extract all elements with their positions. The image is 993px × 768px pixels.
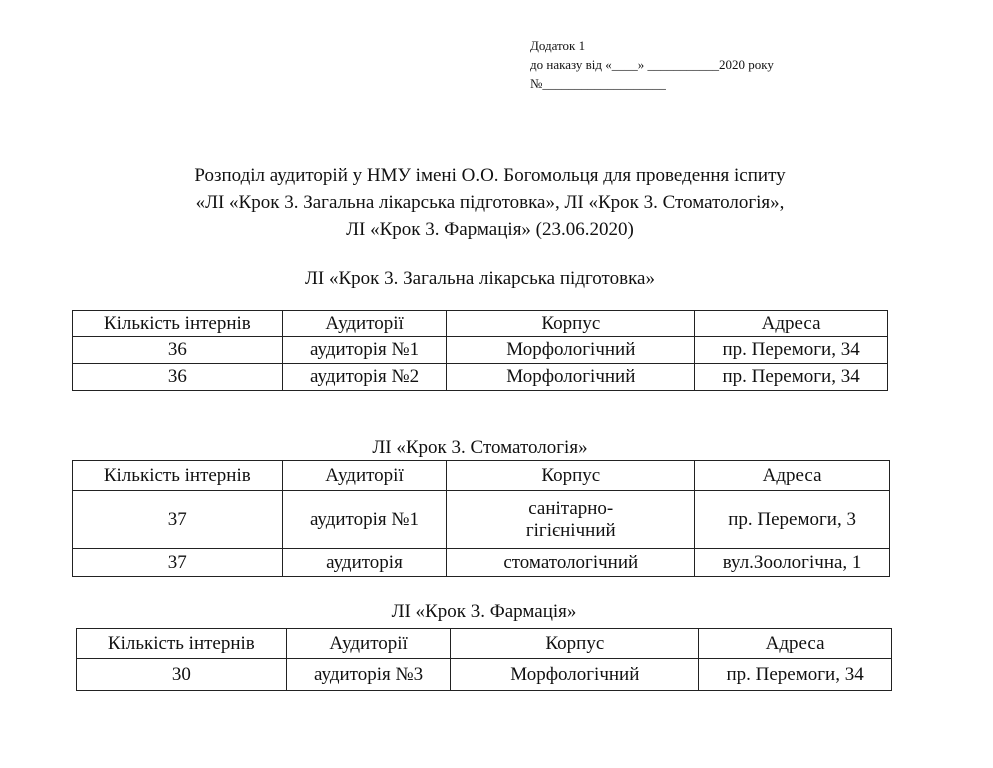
header-cell-address: Адреса xyxy=(699,629,892,659)
section-title-general: ЛІ «Крок 3. Загальна лікарська підготовка» xyxy=(305,268,655,289)
header-cell-building: Корпус xyxy=(447,311,695,337)
cell-address: пр. Перемоги, 34 xyxy=(699,659,892,691)
cell-room: аудиторія №1 xyxy=(282,491,447,549)
cell-count: 30 xyxy=(77,659,287,691)
appendix-line-1: Додаток 1 xyxy=(530,38,586,53)
header-cell-count: Кількість інтернів xyxy=(73,461,283,491)
cell-address: пр. Перемоги, 34 xyxy=(695,337,888,364)
cell-count: 36 xyxy=(73,364,283,391)
table-row xyxy=(73,549,890,577)
document-title xyxy=(60,162,920,243)
header-cell-count: Кількість інтернів xyxy=(77,629,287,659)
header-cell-room: Аудиторії xyxy=(286,629,451,659)
header-cell-address: Адреса xyxy=(695,461,890,491)
table-row xyxy=(77,659,892,691)
cell-address: вул.Зоологічна, 1 xyxy=(695,549,890,577)
cell-building: Морфологічний xyxy=(451,659,699,691)
header-cell-room: Аудиторії xyxy=(282,461,447,491)
cell-building: стоматологічний xyxy=(447,549,695,577)
header-cell-room: Аудиторії xyxy=(282,311,447,337)
table-row xyxy=(73,337,888,364)
appendix-block xyxy=(530,36,774,93)
cell-room: аудиторія №2 xyxy=(282,364,447,391)
cell-count: 36 xyxy=(73,337,283,364)
table-header-row xyxy=(73,311,888,337)
cell-address: пр. Перемоги, 34 xyxy=(695,364,888,391)
cell-count: 37 xyxy=(73,491,283,549)
section-title-dentistry: ЛІ «Крок 3. Стоматологія» xyxy=(372,437,588,458)
cell-count: 37 xyxy=(73,549,283,577)
header-cell-building: Корпус xyxy=(447,461,695,491)
table-dentistry xyxy=(72,460,890,577)
header-cell-count: Кількість інтернів xyxy=(73,311,283,337)
cell-address: пр. Перемоги, 3 xyxy=(695,491,890,549)
appendix-line-2: до наказу від «____» ___________2020 року xyxy=(530,57,774,72)
section-title-pharmacy: ЛІ «Крок 3. Фармація» xyxy=(391,601,577,622)
cell-building: санітарно-гігієнічний xyxy=(447,491,695,549)
cell-building: Морфологічний xyxy=(447,364,695,391)
table-row xyxy=(73,491,890,549)
header-cell-building: Корпус xyxy=(451,629,699,659)
table-header-row xyxy=(77,629,892,659)
table-general xyxy=(72,310,888,391)
cell-room: аудиторія №3 xyxy=(286,659,451,691)
cell-building: Морфологічний xyxy=(447,337,695,364)
table-row xyxy=(73,364,888,391)
appendix-line-3: №___________________ xyxy=(530,76,666,91)
title-line-2: «ЛІ «Крок 3. Загальна лікарська підготовка», ЛІ «Крок 3. Стоматологія», xyxy=(195,192,785,213)
cell-room: аудиторія №1 xyxy=(282,337,447,364)
title-line-1: Розподіл аудиторій у НМУ імені О.О. Богомольця для проведення іспиту xyxy=(194,165,786,186)
table-pharmacy xyxy=(76,628,892,691)
cell-room: аудиторія xyxy=(282,549,447,577)
table-header-row xyxy=(73,461,890,491)
title-line-3: ЛІ «Крок 3. Фармація» (23.06.2020) xyxy=(346,219,634,240)
header-cell-address: Адреса xyxy=(695,311,888,337)
